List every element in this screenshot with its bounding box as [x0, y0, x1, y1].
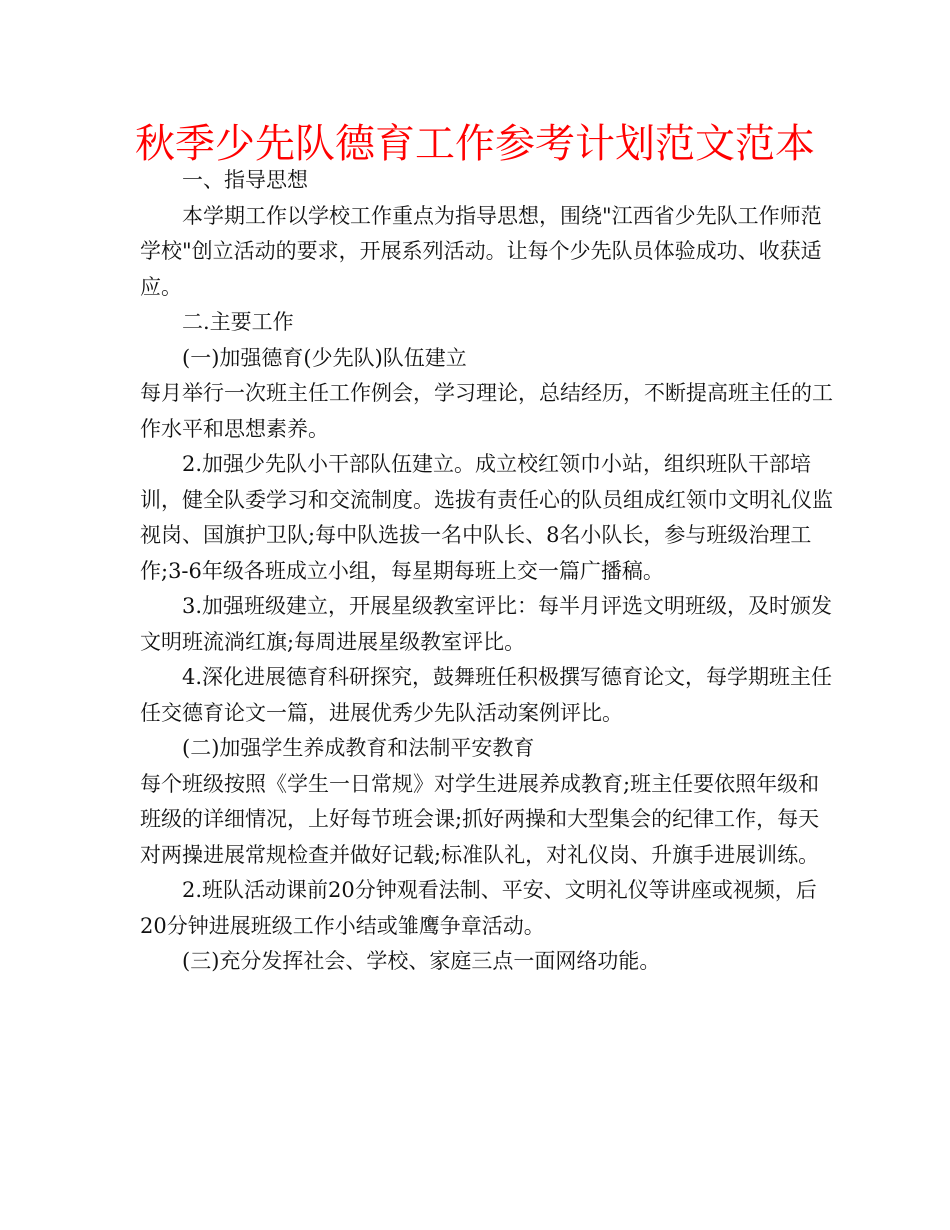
document-body: [140, 163, 840, 980]
paragraph: 2.班队活动课前20分钟观看法制、平安、文明礼仪等讲座或视频，后20分钟进展班级工作小结或雏鹰争章活动。: [140, 878, 817, 938]
paragraph: 2.加强少先队小干部队伍建立。成立校红领巾小站，组织班队干部培训，健全队委学习和交流制度。选拔有责任心的队员组成红领巾文明礼仪监视岗、国旗护卫队;每中队选拔一名中队长、8名小队长，参与班级治理工作;3-6年级各班成立小组，每星期每班上交一篇广播稿。: [140, 452, 833, 583]
subsection-heading: (三)充分发挥社会、学校、家庭三点一面网络功能。: [182, 949, 661, 973]
paragraph: 本学期工作以学校工作重点为指导思想，围绕"江西省少先队工作师范学校"创立活动的要求，开展系列活动。让每个少先队员体验成功、收获适应。: [140, 203, 822, 299]
subsection-heading: (一)加强德育(少先队)队伍建立: [182, 345, 467, 370]
paragraph: 4.深化进展德育科研探究，鼓舞班任积极撰写德育论文，每学期班主任任交德育论文一篇，进展优秀少先队活动案例评比。: [140, 665, 833, 725]
paragraph: 每月举行一次班主任工作例会，学习理论，总结经历，不断提高班主任的工作水平和思想素养。: [140, 381, 833, 441]
paragraph: 每个班级按照《学生一日常规》对学生进展养成教育;班主任要依照年级和班级的详细情况，上好每节班会课;抓好两操和大型集会的纪律工作，每天对两操进展常规检查并做好记载;标准队礼，对礼仪岗、升旗手进展训练。: [140, 771, 820, 867]
section-heading-main-work: 二.主要工作: [182, 310, 294, 334]
subsection-heading: (二)加强学生养成教育和法制平安教育: [182, 736, 535, 760]
paragraph: 3.加强班级建立，开展星级教室评比：每半月评选文明班级，及时颁发文明班流淌红旗;每周进展星级教室评比。: [140, 594, 833, 654]
section-heading-guiding-thought: 一、指导思想: [182, 168, 308, 192]
document-title: 秋季少先队德育工作参考计划范文范本: [135, 121, 815, 167]
